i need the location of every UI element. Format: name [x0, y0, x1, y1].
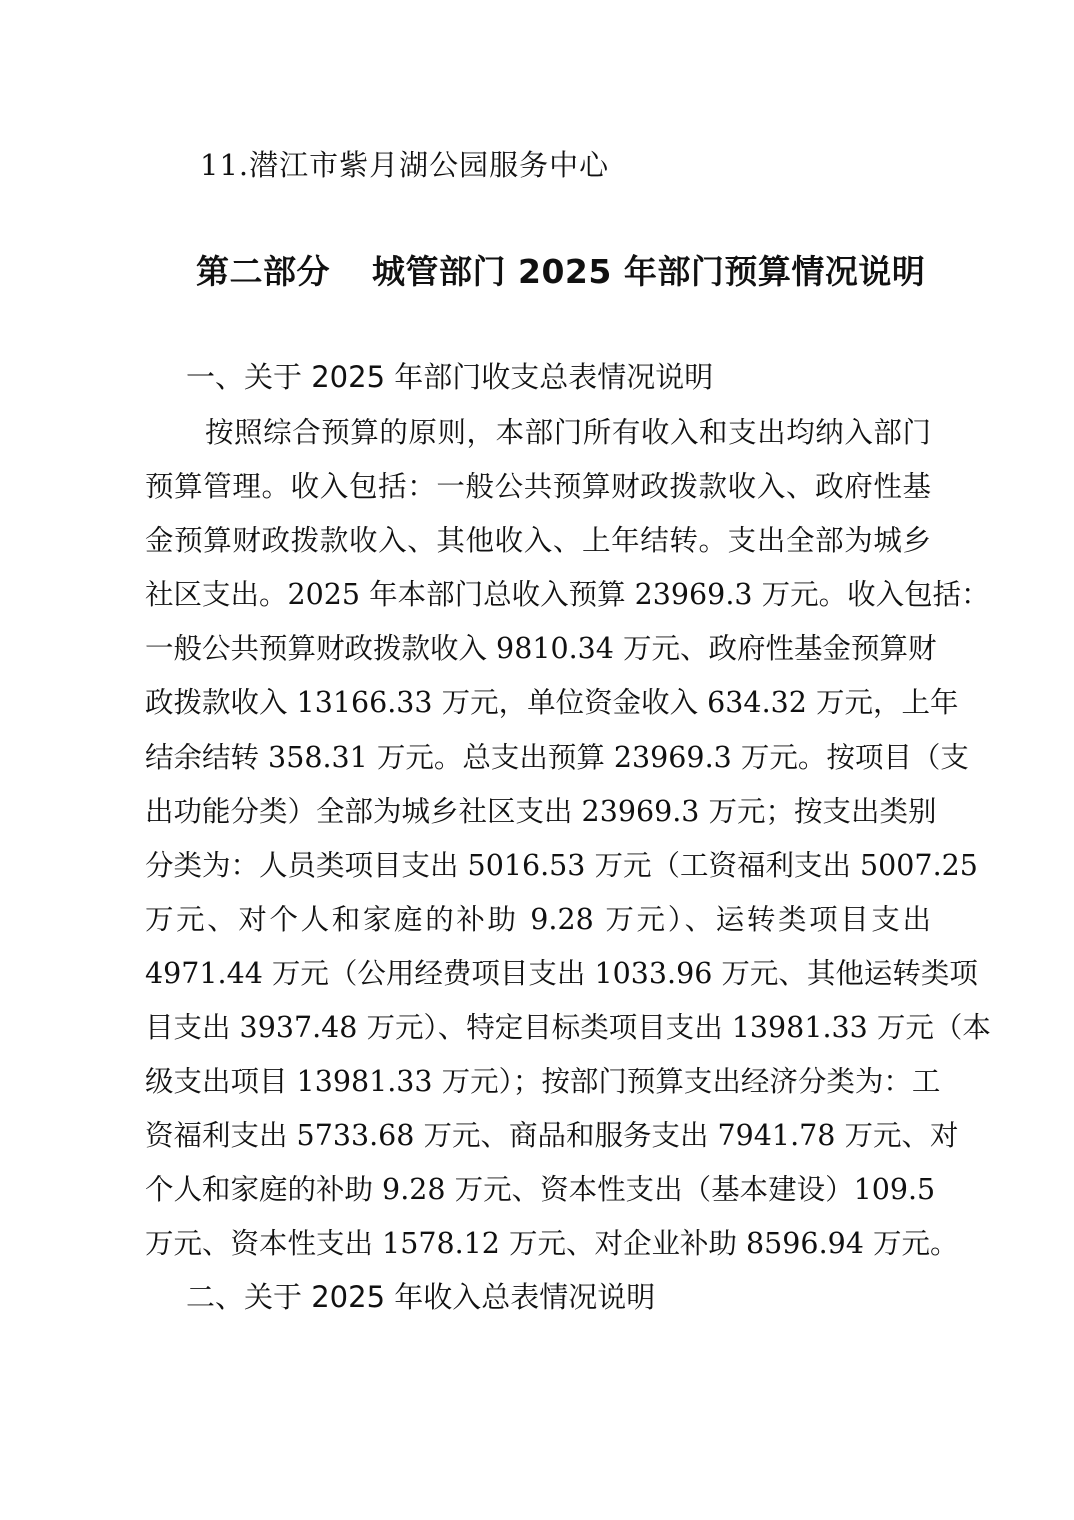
paragraph-line: 一般公共预算财政拨款收入 9810.34 万元、政府性基金预算财 — [145, 632, 937, 666]
paragraph-line: 结余结转 358.31 万元。总支出预算 23969.3 万元。按项目（支 — [145, 740, 969, 774]
paragraph-line: 4971.44 万元（公用经费项目支出 1033.96 万元、其他运转类项 — [145, 956, 978, 990]
paragraph-line: 出功能分类）全部为城乡社区支出 23969.3 万元；按支出类别 — [145, 794, 937, 828]
paragraph-line: 级支出项目 13981.33 万元）；按部门预算支出经济分类为：工 — [145, 1065, 941, 1099]
paragraph-line: 资福利支出 5733.68 万元、商品和服务支出 7941.78 万元、对 — [145, 1119, 959, 1153]
list-item-unit: 11.潜江市紫月湖公园服务中心 — [200, 148, 610, 182]
section-heading-2: 二、关于 2025 年收入总表情况说明 — [186, 1280, 656, 1314]
paragraph-line: 个人和家庭的补助 9.28 万元、资本性支出（基本建设）109.5 — [145, 1173, 936, 1207]
paragraph-line: 万元、资本性支出 1578.12 万元、对企业补助 8596.94 万元。 — [145, 1227, 959, 1261]
part-number: 第二部分 — [196, 252, 330, 291]
paragraph-line: 预算管理。收入包括：一般公共预算财政拨款收入、政府性基 — [145, 470, 931, 504]
body-paragraph — [145, 406, 991, 1272]
paragraph-line: 目支出 3937.48 万元）、特定目标类项目支出 13981.33 万元（本 — [145, 1011, 991, 1045]
paragraph-line: 金预算财政拨款收入、其他收入、上年结转。支出全部为城乡 — [145, 524, 931, 558]
paragraph-line: 万元、对个人和家庭的补助 9.28 万元）、运转类项目支出 — [145, 902, 931, 936]
section-heading-1: 一、关于 2025 年部门收支总表情况说明 — [186, 360, 714, 394]
part-title-text: 城管部门 2025 年部门预算情况说明 — [372, 252, 926, 291]
paragraph-line: 分类为：人员类项目支出 5016.53 万元（工资福利支出 5007.25 — [145, 848, 978, 882]
paragraph-line: 政拨款收入 13166.33 万元，单位资金收入 634.32 万元，上年 — [145, 686, 959, 720]
part-title — [196, 248, 925, 296]
paragraph-line: 按照综合预算的原则，本部门所有收入和支出均纳入部门 — [205, 416, 931, 449]
paragraph-line: 社区支出。2025 年本部门总收入预算 23969.3 万元。收入包括： — [145, 578, 990, 612]
